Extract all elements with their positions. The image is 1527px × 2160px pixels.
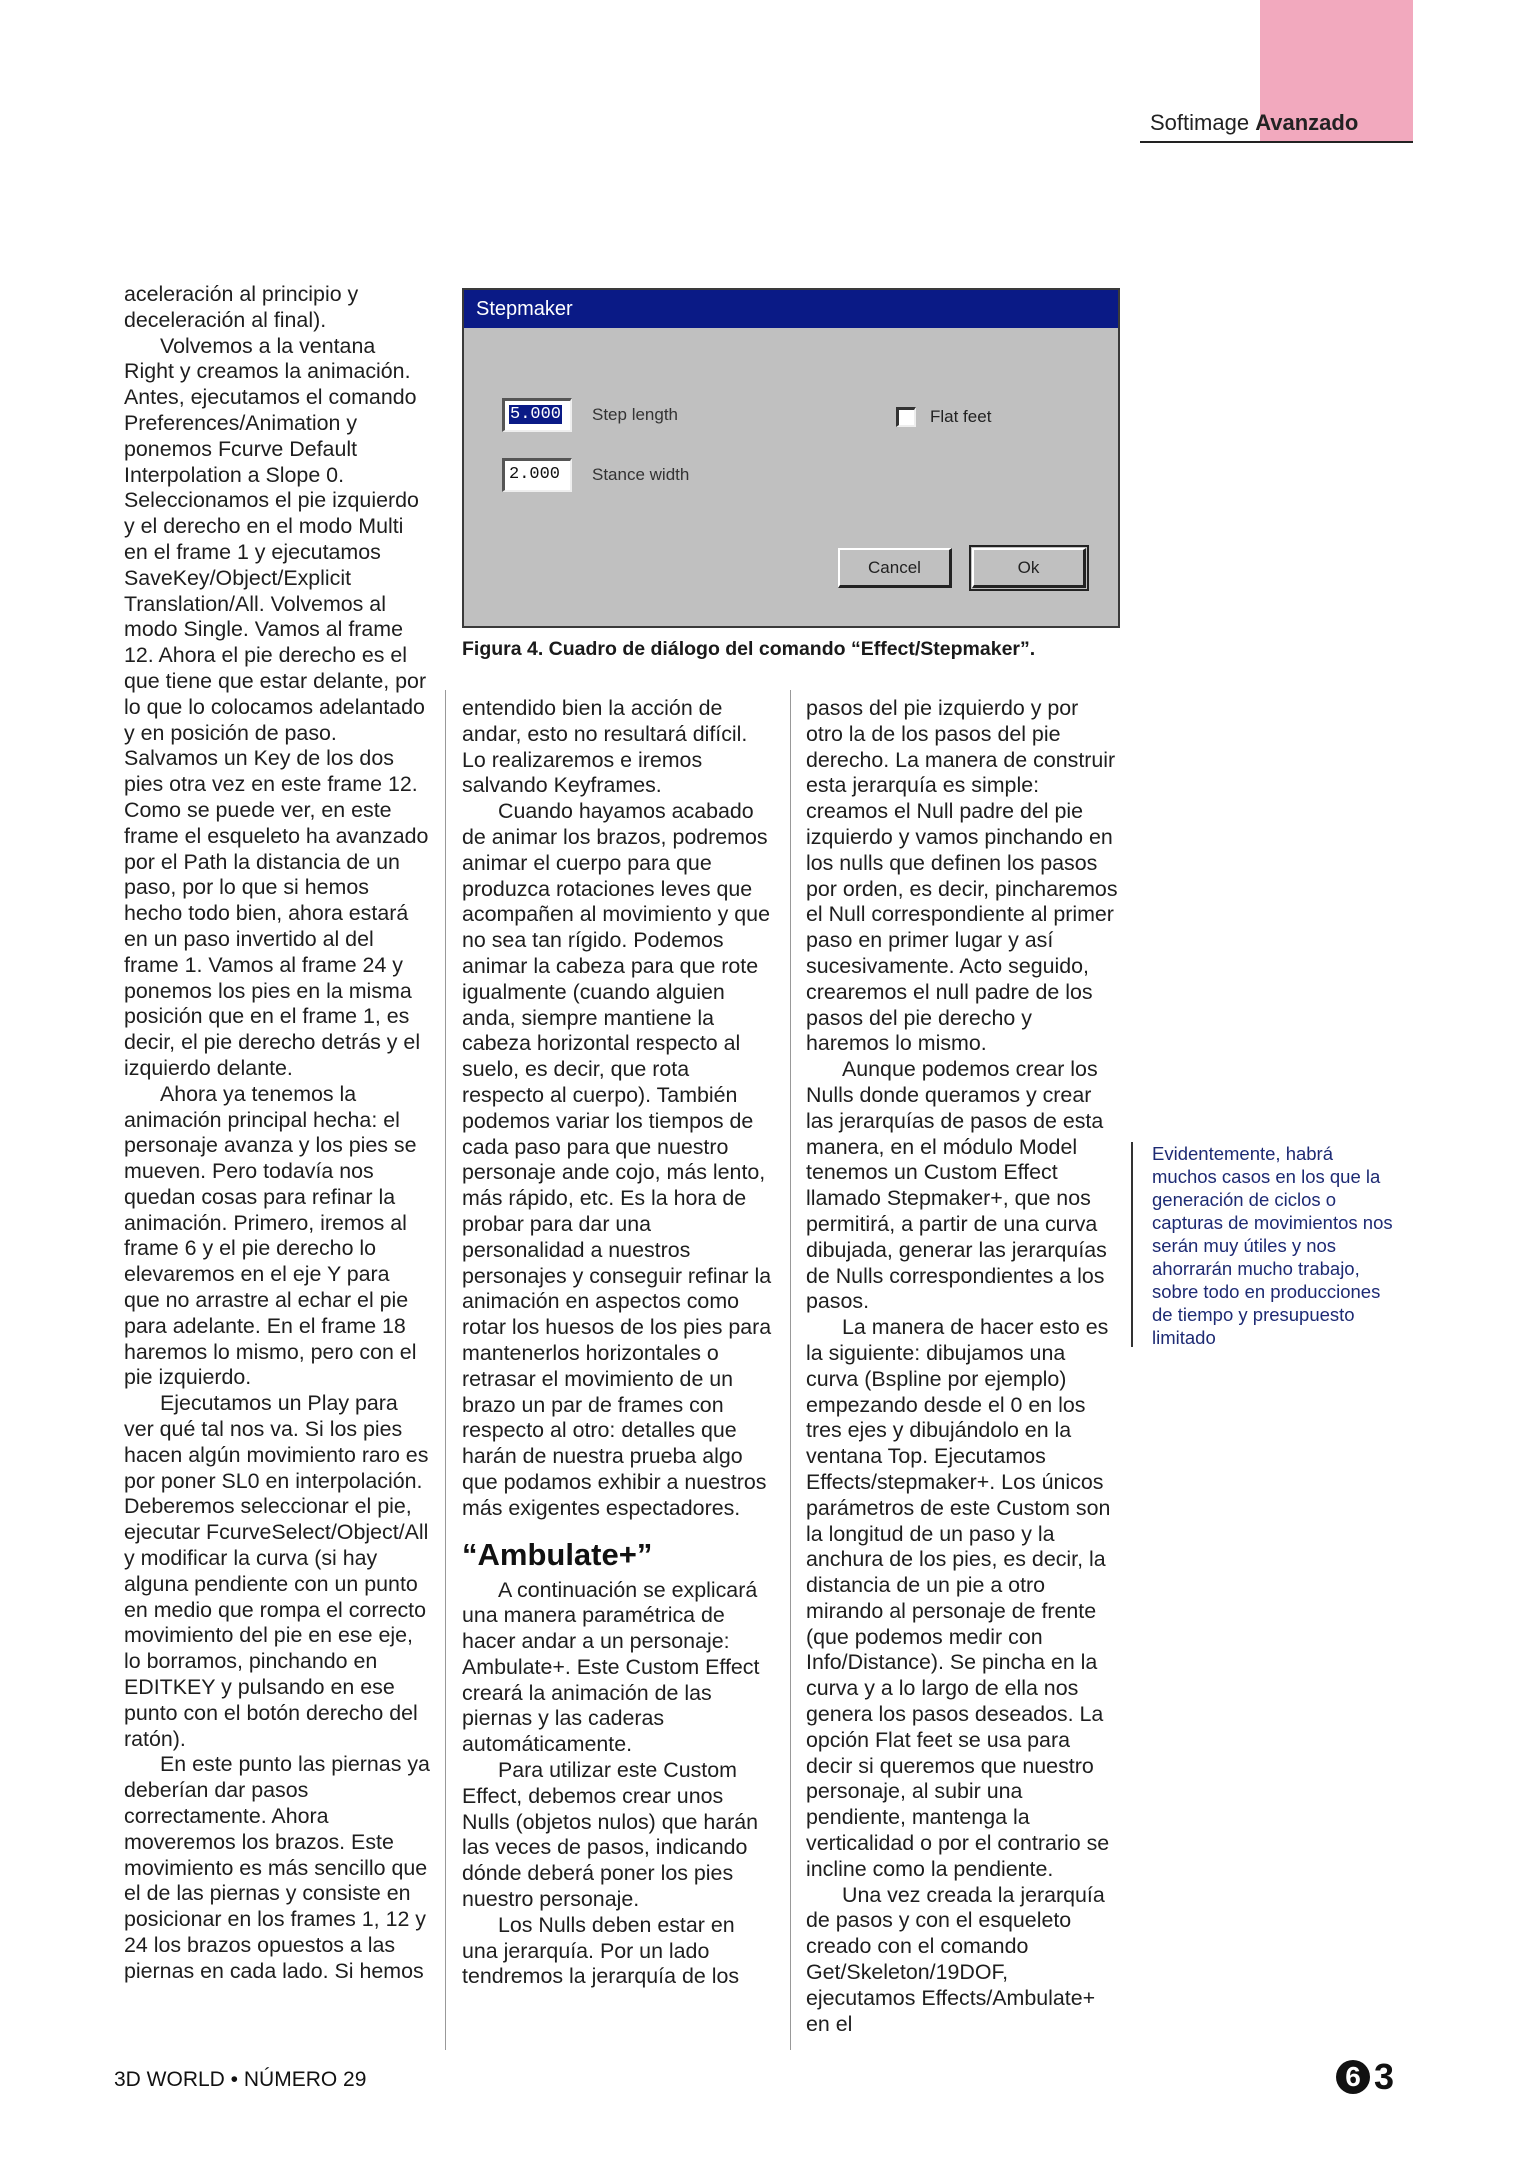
sidebar-note: Evidentemente, habrá muchos casos en los que la generación de ciclos o capturas de movimientos nos serán muy útiles y nos ahorrarán mucho trabajo, sobre todo en producciones de tiempo y presupuesto limitado xyxy=(1152,1143,1393,1348)
dialog-title-bar: Stepmaker xyxy=(464,290,1118,328)
column-rule xyxy=(790,690,791,2050)
paragraph: entendido bien la acción de andar, esto no resultará difícil. Lo realizaremos e iremos salvando Keyframes. xyxy=(462,696,748,798)
flat-feet-label: Flat feet xyxy=(930,407,992,426)
stance-width-label: Stance width xyxy=(592,465,690,484)
page-number-circle: 6 xyxy=(1336,2060,1370,2094)
paragraph: Los Nulls deben estar en una jerarquía. Por un lado tendremos la jerarquía de los xyxy=(462,1912,740,1989)
figure-caption: Figura 4. Cuadro de diálogo del comando “Effect/Stepmaker”. xyxy=(462,638,1036,660)
page-number xyxy=(1336,2058,1416,2098)
flat-feet-checkbox xyxy=(896,407,916,427)
section-label: Softimage Avanzado xyxy=(1150,110,1359,135)
magazine-footer: 3D WORLD • NÚMERO 29 xyxy=(114,2068,367,2091)
paragraph: En este punto las piernas ya deberían dar pasos correctamente. Ahora moveremos los brazos. Este movimiento es más sencillo que el de las piernas y consiste en posicionar en los frames 1, 12 y 24 los brazos opuestos a las piernas en cada lado. Si hemos xyxy=(124,1752,430,1983)
paragraph: Para utilizar este Custom Effect, debemos crear unos Nulls (objetos nulos) que harán las veces de pasos, indicando dónde deberá poner los pies nuestro personaje. xyxy=(462,1758,759,1912)
step-length-label: Step length xyxy=(592,405,679,424)
stance-width-field: 2.000 xyxy=(502,458,572,492)
paragraph: Aunque podemos crear los Nulls donde queramos y crear las jerarquías de pasos de esta manera, en el módulo Model tenemos un Custom Effect llamado Stepmaker+, que nos permitirá, a partir de una curva dibujada, generar las jerarquías de Nulls correspondientes a los pasos. xyxy=(806,1057,1107,1314)
paragraph: aceleración al principio y deceleración al final). xyxy=(124,282,359,332)
paragraph: pasos del pie izquierdo y por otro la de los pasos del pie derecho. La manera de construir esta jerarquía es simple: creamos el Null padre del pie izquierdo y vamos pinchando en los nulls que definen los pasos por orden, es decir, pincharemos el Null correspondiente al primer paso en primer lugar y así sucesivamente. Acto seguido, crearemos el null padre de los pasos del pie derecho y haremos lo mismo. xyxy=(806,696,1118,1056)
column-2 xyxy=(462,696,774,1990)
column-3 xyxy=(806,696,1118,2037)
step-length-field: 5.000 xyxy=(502,398,572,432)
header-rule xyxy=(1140,141,1413,143)
section-heading: “Ambulate+” xyxy=(462,1536,653,1572)
paragraph: Volvemos a la ventana Right y creamos la animación. Antes, ejecutamos el comando Preferences/Animation y ponemos Fcurve Default Interpolation a Slope 0. Seleccionamos el pie izquierdo y el derecho en el modo Multi en el frame 1 y ejecutamos SaveKey/Object/Explicit Translation/All. Volvemos al modo Single. Vamos al frame 12. Ahora el pie derecho es el que tiene que estar delante, por lo que lo colocamos adelantado y en posición de paso. Salvamos un Key de los dos pies otra vez en este frame 12. Como se puede ver, en este frame el esqueleto ha avanzado por el Path la distancia de un paso, por lo que si hemos hecho todo bien, ahora estará en un paso invertido al del frame 1. Vamos al frame 24 y ponemos los pies en la misma posición que en el frame 1, es decir, el pie derecho detrás y el izquierdo delante. xyxy=(124,333,429,1080)
paragraph: Ahora ya tenemos la animación principal hecha: el personaje avanza y los pies se mueven. Pero todavía nos quedan cosas para refinar la animación. Primero, iremos al frame 6 y el pie derecho lo elevaremos en el eje Y para que no arrastre al echar el pie para adelante. En el frame 18 haremos lo mismo, pero con el pie izquierdo. xyxy=(124,1081,417,1390)
paragraph: A continuación se explicará una manera paramétrica de hacer andar a un personaje: Ambulate+. Este Custom Effect creará la animación de las piernas y las caderas automáticamente. xyxy=(462,1577,760,1757)
paragraph: La manera de hacer esto es la siguiente: dibujamos una curva (Bspline por ejemplo) empezando desde el 0 en los tres ejes y dibujándolo en la ventana Top. Ejecutamos Effects/stepmaker+. Los únicos parámetros de este Custom son la longitud de un paso y la anchura de los pies, es decir, la distancia de un pie a otro mirando al personaje de frente (que podemos medir con Info/Distance). Se pincha en la curva y a lo largo de ella nos genera los pasos deseados. La opción Flat feet se usa para decir si queremos que nuestro personaje, al subir una pendiente, mantenga la verticalidad o por el contrario se incline como la pendiente. xyxy=(806,1315,1111,1881)
paragraph: Ejecutamos un Play para ver qué tal nos va. Si los pies hacen algún movimiento raro es por poner SL0 en interpolación. Deberemos seleccionar el pie, ejecutar FcurveSelect/Object/All y modificar la curva (si hay alguna pendiente con un punto en medio que rompa el correcto movimiento del pie en ese eje, lo borramos, pinchando en EDITKEY y pulsando en ese punto con el botón derecho del ratón). xyxy=(124,1391,429,1751)
ok-button: Ok xyxy=(972,548,1086,588)
stepmaker-dialog xyxy=(462,288,1120,628)
paragraph: Cuando hayamos acabado de animar los brazos, podremos animar el cuerpo para que produzca rotaciones leves que acompañen al movimiento y que no sea tan rígido. Podemos animar la cabeza para que rote igualmente (cuando alguien anda, siempre mantiene la cabeza horizontal respecto al suelo, es decir, que rota respecto al cuerpo). También podemos variar los tiempos de cada paso para que nuestro personaje ande cojo, más lento, más rápido, etc. Es la hora de probar para dar una personalidad a nuestros personajes y conseguir refinar la animación en aspectos como rotar los huesos de los pies para mantenerlos horizontales o retrasar el movimiento de un brazo un par de frames con respecto al otro: detalles que harán de nuestra prueba algo que podamos exhibir a nuestros más exigentes espectadores. xyxy=(462,799,772,1520)
cancel-button: Cancel xyxy=(838,548,952,588)
column-rule xyxy=(445,690,446,2050)
sidebar-rule xyxy=(1131,1142,1133,1347)
column-1 xyxy=(124,282,430,1985)
page-number-digit: 3 xyxy=(1374,2056,1395,2097)
paragraph: Una vez creada la jerarquía de pasos y con el esqueleto creado con el comando Get/Skeleton/19DOF, ejecutamos Effects/Ambulate+ en el xyxy=(806,1882,1105,2036)
